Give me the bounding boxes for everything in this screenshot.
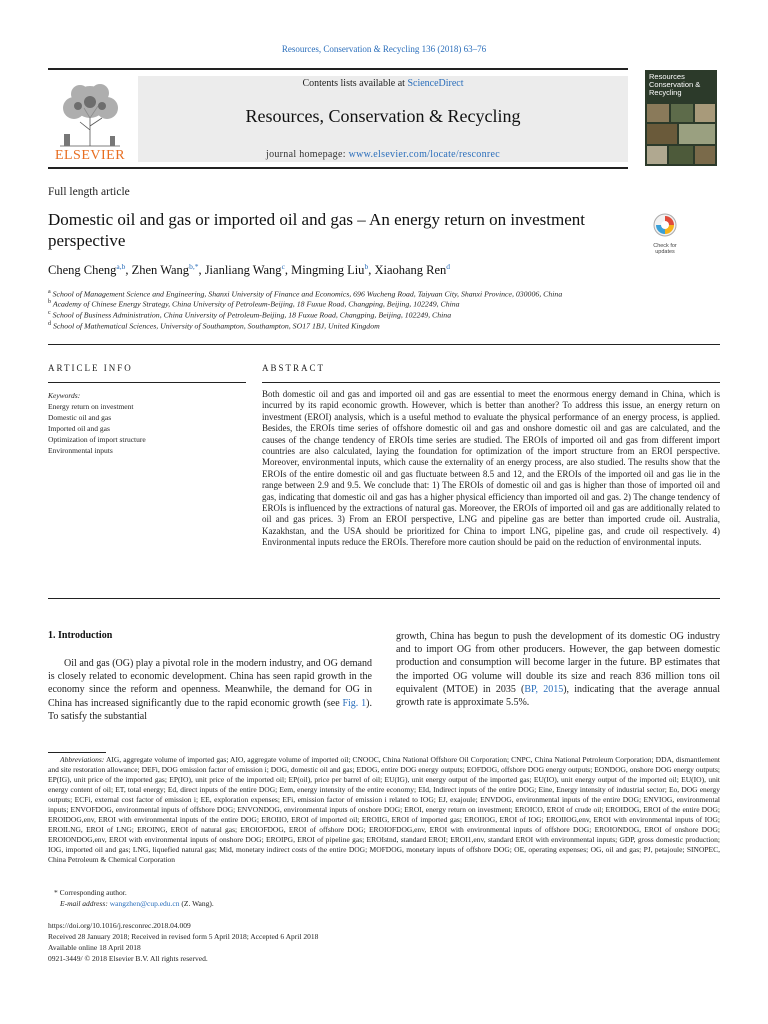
abstract-rule [262, 382, 720, 383]
abstract-text: Both domestic oil and gas and imported oil and gas are essential to meet the enormous energy demand in China, which is incurred by its rapid economic growth. However, which is better than another? To address this issue, an energy return on investment (EROI) analysis, which is a useful method to evaluate the physical performance of an energy process, is applied. Besides, the EROIs time series of offshore domestic oil and gas and onshore domestic oil and gas are calculated, and the causes of the change tendency of EROIs time series are studied. The EROIs of imported oil and gas from different import countries are also calculated, laying the foundation for optimization of the import structure from an EROI perspective. Moreover, environmental inputs, which cause the externality of an energy process, are also studied. The results show that the EROIs of the entire domestic oil and gas fluctuate between 8.5 and 12, and the EROIs of the imported oil and gas lie in the range between 2.9 and 9.5. We conclude that: 1) The EROIs of domestic oil and gas is higher than those of imported oil and gas, indicating that domestic oil and gas has a higher physical efficiency than imported oil and gas. 2) The change tendency of EROIs is influenced by the extractions of natural gas. Moreover, the EROIs of imported oil and gas are additionally related to oil and gas prices. 3) From an EROI perspective, LNG and pipeline gas are better than imported crude oil. Australia, Kazakhstan, and the USA should be prioritized for China to import LNG, pipeline gas, and crude oil respectively. 4) Environmental inputs reduce the EROIs. Therefore more caution should be paid on the reduction of environmental inputs. [262, 389, 720, 548]
copyright-notice: 0921-3449/ © 2018 Elsevier B.V. All rights reserved. [48, 954, 208, 963]
abbreviations-footnote [48, 755, 720, 865]
author-affil-mark[interactable]: a,b [116, 262, 126, 271]
journal-name: Resources, Conservation & Recycling [245, 106, 521, 126]
keyword: Imported oil and gas [48, 424, 110, 433]
email-suffix: (Z. Wang). [179, 899, 214, 908]
keyword: Environmental inputs [48, 446, 113, 455]
affiliation-text: School of Management Science and Engineering, Shanxi University of Finance and Economics, 696 Wucheng Road, Taiyuan City, Shanxi Province, 030006, China [52, 289, 563, 299]
abstract-bottom-rule [48, 598, 720, 599]
affiliation [48, 289, 562, 299]
affiliation-text: School of Mathematical Sciences, University of Southampton, Southampton, SO17 1BJ, United Kingdom [52, 321, 380, 331]
elsevier-tree-logo [50, 78, 130, 148]
affiliation-text: School of Business Administration, China University of Petroleum-Beijing, 18 Fuxue Road, Changping, Beijing, 102249, China [52, 310, 452, 320]
intro-text: growth, China has begun to push the development of its domestic OG industry and to import OG from other producers. However, the gap between domestic production and consumption will become larger in the future. BP estimates that the imported OG volume will double its size and reach 836 million tons oil equivalent (MTOE) in 2035 ( [396, 631, 720, 695]
keyword: Domestic oil and gas [48, 413, 112, 422]
doi-link[interactable]: https://doi.org/10.1016/j.resconrec.2018.04.009 [48, 921, 191, 930]
author-list: Cheng Cheng$^{a,b}$, Zhen Wang$^{b,*}$, Jianliang Wang$^c$, Mingming Liu$^b$, Xiaohang Ren$^d$ [48, 262, 451, 278]
keywords-label: Keywords: [48, 391, 81, 400]
keyword: Energy return on investment [48, 402, 134, 411]
affiliation [48, 299, 460, 309]
abstract-heading: ABSTRACT [262, 363, 326, 373]
affiliation-text: Academy of Chinese Energy Strategy, China University of Petroleum-Beijing, 18 Fuxue Road, Changping, Beijing, 102249, China [52, 299, 460, 309]
author-name[interactable]: Zhen Wang [131, 263, 190, 278]
article-type: Full length article [48, 186, 130, 198]
author-affil-mark[interactable]: b,* [189, 262, 199, 271]
crossmark-icon [645, 212, 685, 238]
journal-citation-link[interactable]: Resources, Conservation & Recycling 136 (2018) 63–76 [281, 44, 487, 54]
publication-history: Received 28 January 2018; Received in revised form 5 April 2018; Accepted 6 April 2018 [48, 932, 319, 941]
affiliation [48, 321, 380, 331]
cover-title: Resources Conservation & Recycling [649, 72, 701, 97]
journal-header-box [138, 76, 628, 162]
author-name[interactable]: Xiaohang Ren [374, 263, 447, 278]
contents-prefix: Contents lists available at [302, 78, 408, 89]
author-name[interactable]: Jianliang Wang [204, 263, 282, 278]
info-top-rule [48, 344, 720, 345]
author-affil-mark[interactable]: c [281, 262, 285, 271]
reference-link[interactable]: BP, 2015 [524, 683, 564, 695]
crossmark-badge[interactable] [645, 212, 685, 255]
intro-text: ), indicating that the average annual growth rate is approximate 5.5%. [396, 683, 720, 709]
intro-paragraph-col1 [48, 657, 372, 723]
sciencedirect-link[interactable]: ScienceDirect [407, 78, 464, 89]
elsevier-logo-text: ELSEVIER [54, 148, 126, 163]
affiliation-mark: d [48, 321, 51, 327]
cover-photo-mosaic [645, 104, 717, 166]
abbreviations-text: AIG, aggregate volume of imported gas; AIO, aggregate volume of imported oil; CNOOC, China National Offshore Oil Corporation; CNPC, China National Petroleum Corporation; DDA, dismantlement and site restoration allowance; DEFi, DOG emission factor of emission i; DOG, domestic oil and gas; EDOG, entire DOG energy outputs; EOFDOG, offshore DOG energy outputs; EONDOG, onshore DOG energy outputs; EP(IG), unit price of the imported gas; EP(IO), unit price of the imported oil; EP(oil), price per barrel of oil; EU(IG), unit energy output of the imported gas; EU(IO), unit energy output of the imported oil; EU(IO), unit energy content of oil; ET, total energy; Ed, direct inputs of the entire DOG; Eem, energy intensity of the entire economy; EId, Indirect inputs of the entire DOG; Eine, Energy intensity of industrial sector; Eo, DOG energy outputs; ECFi, external cost factor of emission i; EE, exploration expenses; EFi, emission factor of emission i related to IOG; EJ, exajoule; ENVDOG, environmental inputs of the entire DOG; ENVIOG, environmental inputs; ENVOFDOG, environmental inputs of offshore DOG; ENVONDOG, environmental inputs of onshore DOG; EROI, energy return on investment; EROICO, EROI of crude oil; EROIDOG, EROI of the entire DOG; EROIDOG,env, EROI with environmental inputs of the entire DOG; EROIIO, EROI of imported oil; EROIIG, EROI of imported gas; EROIIOG, EROI of IOG; EROIIOG,env, EROI with environmental inputs of IOG; EROILNG, EROI of LNG; EROING, EROI of natural gas; EROIOFDOG, EROI of offshore DOG; EROIOFDOG,env, EROI with environmental inputs of offshore DOG; EROIONDOG, EROI of onshore DOG; EROIONDOG,env, EROI with environmental inputs of onshore DOG; EROIPG, EROI of pipeline gas; EROIstnd, standard EROI; EROI1,env, standard EROI with environmental inputs; GDP, gross domestic production; IOG, imported oil and gas; LNG, liquefied natural gas; Mid, monetary indirect costs of the entire DOG; MOFDOG, monetary inputs of offshore DOG; OE, operating expenses; OG, oil and gas; PJ, petajoule; SINOPEC, China Petroleum & Chemical Corporation [48, 755, 720, 864]
affiliation-mark: a [48, 289, 51, 295]
email-link[interactable]: wangzhen@cup.edu.cn [109, 899, 180, 908]
header-top-rule [48, 68, 628, 70]
intro-text: Oil and gas (OG) play a pivotal role in the modern industry, and OG demand is closely related to economic development. China has seen rapid growth in the economy since the reform and openness. Meanwhile, the demand for OG in China has increased significantly due to the rapid economic growth (see [48, 658, 372, 709]
contents-available [138, 78, 628, 89]
affiliation-mark: b [48, 299, 51, 305]
figure-link[interactable]: Fig. 1 [342, 697, 367, 709]
intro-text: ). To satisfy the substantial [48, 697, 372, 722]
abbreviations-label: Abbreviations: [60, 755, 105, 764]
journal-homepage [138, 149, 628, 160]
homepage-prefix: journal homepage: [265, 149, 349, 160]
footnote-rule [48, 752, 106, 753]
available-online: Available online 18 April 2018 [48, 943, 141, 952]
affiliation-mark: c [48, 310, 51, 316]
homepage-link[interactable]: www.elsevier.com/locate/resconrec [348, 149, 501, 160]
article-title: Domestic oil and gas or imported oil and gas – An energy return on investment perspective [48, 210, 585, 250]
crossmark-label: Check for updates [653, 243, 677, 255]
article-info-heading: ARTICLE INFO [48, 363, 133, 373]
author-name[interactable]: Mingming Liu [291, 263, 365, 278]
email-label: E-mail address: [60, 899, 110, 908]
author-affil-mark[interactable]: b [364, 262, 369, 271]
keyword: Optimization of import structure [48, 435, 146, 444]
corresponding-author-note: * Corresponding author. [54, 888, 127, 897]
section-heading-introduction: 1. Introduction [48, 630, 113, 641]
header-bottom-rule [48, 167, 628, 169]
email-note [48, 899, 214, 908]
intro-paragraph-col2 [396, 630, 720, 709]
author-affil-mark[interactable]: d [446, 262, 451, 271]
affiliation [48, 310, 451, 320]
author-name[interactable]: Cheng Cheng [48, 263, 117, 278]
article-info-rule [48, 382, 246, 383]
journal-cover-image[interactable] [645, 70, 717, 166]
